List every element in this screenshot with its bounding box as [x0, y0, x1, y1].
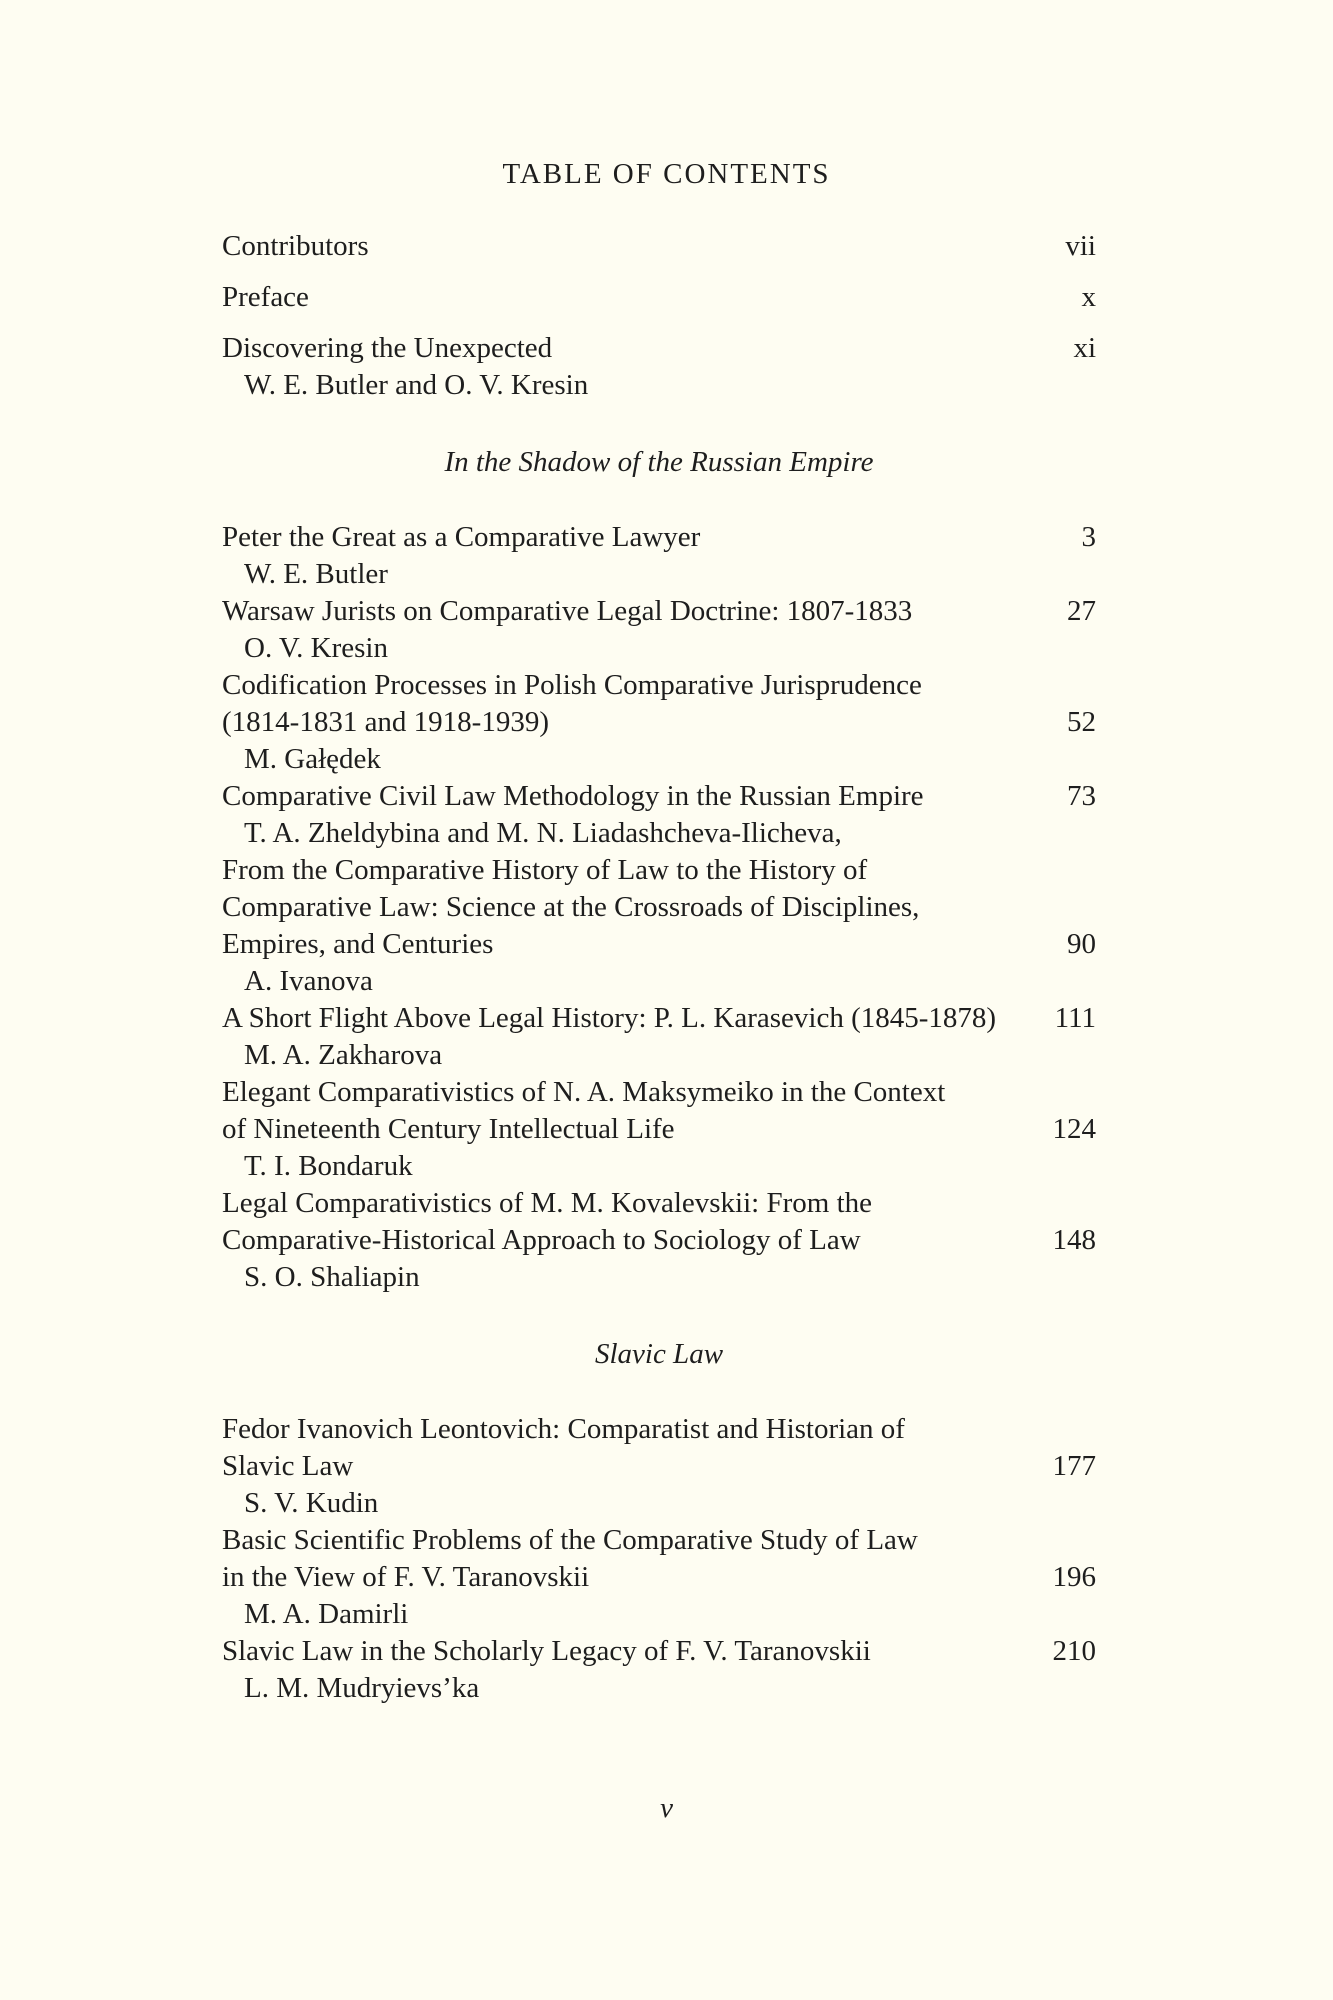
- entry-title: Discovering the Unexpected: [222, 332, 553, 364]
- toc-entry-line: [222, 667, 1096, 704]
- entry-page: [1016, 1185, 1096, 1222]
- toc-entry: [222, 778, 1096, 852]
- entry-page: 27: [1067, 595, 1096, 627]
- toc-entry-line: [222, 1448, 1096, 1485]
- page-number: v: [660, 1792, 673, 1824]
- toc-entry: [222, 1633, 1096, 1707]
- toc-entry-line: [222, 1559, 1096, 1596]
- toc-entry-line: [222, 926, 1096, 963]
- entry-page: 3: [1081, 521, 1096, 553]
- entry-page: xi: [1073, 332, 1096, 364]
- page-title: TABLE OF CONTENTS: [502, 158, 831, 190]
- toc-entry: [222, 279, 1096, 316]
- toc-entry-line: [222, 1111, 1096, 1148]
- entry-title: Preface: [222, 281, 309, 313]
- entry-author: S. O. Shaliapin: [244, 1261, 420, 1293]
- toc-entry-line: [222, 1411, 1096, 1448]
- toc-entry-line: [222, 1222, 1096, 1259]
- entry-page: 210: [1052, 1635, 1096, 1667]
- entry-author: L. M. Mudryievs’ka: [244, 1672, 480, 1704]
- toc-entry-line: [222, 519, 1096, 556]
- entry-title: Contributors: [222, 230, 369, 262]
- section-heading: Slavic Law: [594, 1338, 724, 1370]
- entry-author: M. A. Damirli: [244, 1598, 409, 1630]
- entry-page: 196: [1052, 1561, 1096, 1593]
- entry-title: Basic Scientific Problems of the Comparative Study of Law: [222, 1524, 918, 1556]
- entry-title: Codification Processes in Polish Comparative Jurisprudence: [222, 669, 922, 701]
- entry-title: Elegant Comparativistics of N. A. Maksymeiko in the Context: [222, 1076, 946, 1108]
- entry-title: in the View of F. V. Taranovskii: [222, 1561, 590, 1593]
- toc-entry: [222, 228, 1096, 265]
- entry-author: M. Gałędek: [244, 743, 381, 775]
- entry-page: 124: [1052, 1113, 1096, 1145]
- toc-entry-line: [222, 1074, 1096, 1111]
- entry-page: 148: [1052, 1224, 1096, 1256]
- toc-entry-line: [222, 778, 1096, 815]
- entry-title: of Nineteenth Century Intellectual Life: [222, 1113, 675, 1145]
- entry-title: Legal Comparativistics of M. M. Kovalevskii: From the: [222, 1187, 872, 1219]
- toc-entry-line: [222, 330, 1096, 367]
- entry-author: T. A. Zheldybina and M. N. Liadashcheva-Ilicheva,: [244, 817, 842, 849]
- toc-entry-line: [222, 889, 1096, 926]
- toc-entry: [222, 1411, 1096, 1522]
- entry-page: 111: [1054, 1002, 1096, 1034]
- toc-entry-line: [222, 852, 1096, 889]
- entry-author: W. E. Butler and O. V. Kresin: [244, 369, 589, 401]
- entry-page: [1016, 889, 1096, 926]
- spacer: [222, 265, 1096, 279]
- entry-title: Fedor Ivanovich Leontovich: Comparatist and Historian of: [222, 1413, 905, 1445]
- entry-author: W. E. Butler: [244, 558, 388, 590]
- toc-entry: [222, 1074, 1096, 1185]
- entry-page: x: [1081, 281, 1096, 313]
- entry-author: A. Ivanova: [244, 965, 373, 997]
- table-of-contents: [222, 228, 1096, 1707]
- entry-page: 52: [1067, 706, 1096, 738]
- entry-author: S. V. Kudin: [244, 1487, 379, 1519]
- toc-entry-line: [222, 228, 1096, 265]
- entry-page: 90: [1067, 928, 1096, 960]
- entry-page: [1016, 667, 1096, 704]
- entry-title: Comparative-Historical Approach to Sociology of Law: [222, 1224, 861, 1256]
- entry-title: Peter the Great as a Comparative Lawyer: [222, 521, 701, 553]
- toc-entry: [222, 667, 1096, 778]
- entry-page: [1016, 1411, 1096, 1448]
- spacer: [222, 316, 1096, 330]
- entry-title: A Short Flight Above Legal History: P. L. Karasevich (1845-1878): [222, 1002, 997, 1034]
- entry-page: [1016, 852, 1096, 889]
- toc-entry: [222, 852, 1096, 1000]
- entry-page: [1016, 1522, 1096, 1559]
- entry-title: Warsaw Jurists on Comparative Legal Doctrine: 1807-1833: [222, 595, 913, 627]
- entry-title: Slavic Law: [222, 1450, 354, 1482]
- toc-entry-line: [222, 1000, 1096, 1037]
- toc-entry: [222, 1522, 1096, 1633]
- toc-entry: [222, 330, 1096, 404]
- toc-entry: [222, 519, 1096, 593]
- entry-title: (1814-1831 and 1918-1939): [222, 706, 550, 738]
- toc-entry-line: [222, 1185, 1096, 1222]
- toc-entry: [222, 1185, 1096, 1296]
- entry-title: Slavic Law in the Scholarly Legacy of F. V. Taranovskii: [222, 1635, 871, 1667]
- toc-entry: [222, 593, 1096, 667]
- section-heading: In the Shadow of the Russian Empire: [444, 446, 874, 478]
- toc-entry-line: [222, 279, 1096, 316]
- entry-page: vii: [1065, 230, 1096, 262]
- entry-author: M. A. Zakharova: [244, 1039, 443, 1071]
- toc-entry-line: [222, 1633, 1096, 1670]
- entry-page: 73: [1067, 780, 1096, 812]
- toc-entry: [222, 1000, 1096, 1074]
- entry-title: From the Comparative History of Law to the History of: [222, 854, 868, 886]
- entry-title: Empires, and Centuries: [222, 928, 494, 960]
- toc-entry-line: [222, 593, 1096, 630]
- entry-title: Comparative Civil Law Methodology in the Russian Empire: [222, 780, 924, 812]
- toc-entry-line: [222, 704, 1096, 741]
- entry-author: T. I. Bondaruk: [244, 1150, 413, 1182]
- entry-page: [1016, 1074, 1096, 1111]
- entry-page: 177: [1052, 1450, 1096, 1482]
- toc-entry-line: [222, 1522, 1096, 1559]
- entry-title: Comparative Law: Science at the Crossroads of Disciplines,: [222, 891, 920, 923]
- entry-author: O. V. Kresin: [244, 632, 388, 664]
